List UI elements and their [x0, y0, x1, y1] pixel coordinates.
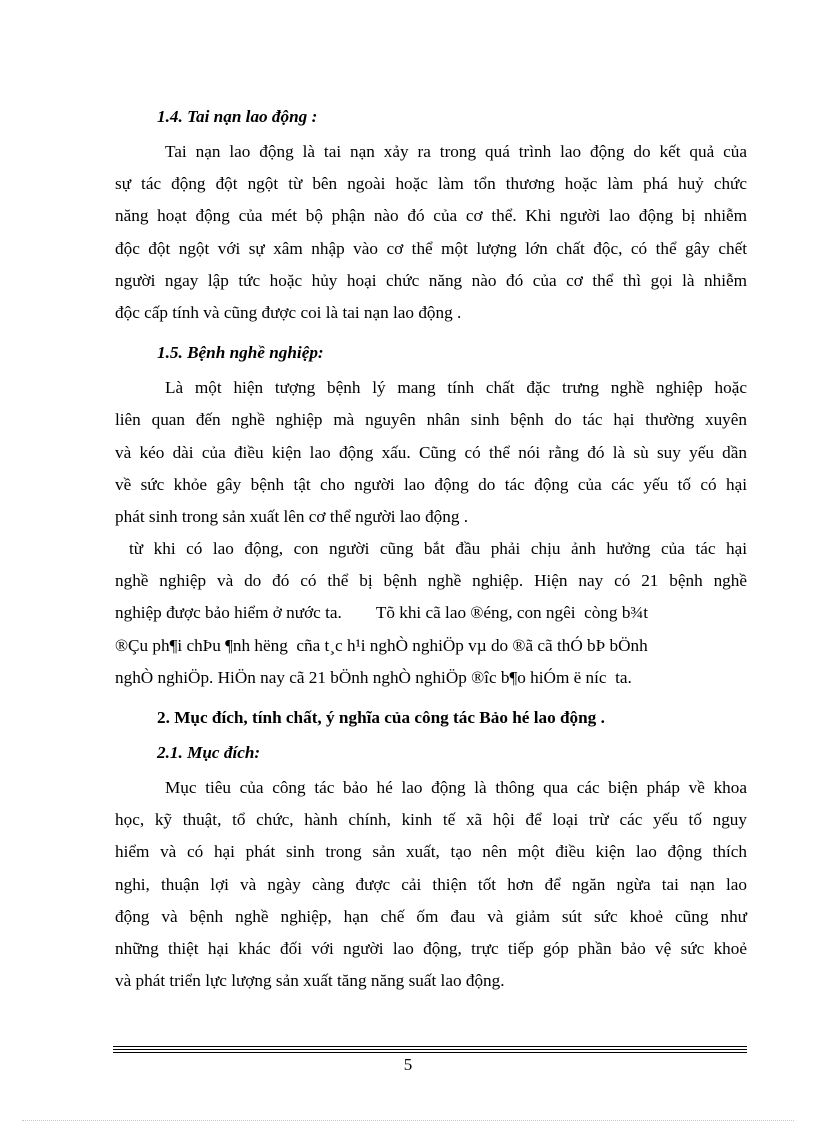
paragraph-line: động và bệnh nghề nghiệp, hạn chế ốm đau và giảm sút sức khoẻ cũng như [115, 906, 747, 926]
page-bottom-border [22, 1120, 794, 1121]
paragraph-line: và phát triển lực lượng sản xuất tăng năng suất lao động. [115, 971, 505, 991]
paragraph-line: nghiệp được bảo hiểm ở nước ta. Tõ khi cã lao ®éng, con ngêi còng b¾t [115, 603, 649, 623]
paragraph-line: liên quan đến nghề nghiệp mà nguyên nhân sinh bệnh do tác hại thường xuyên [115, 410, 747, 430]
paragraph-line: học, kỹ thuật, tổ chức, hành chính, kinh tế xã hội để loại trừ các yếu tố nguy [115, 810, 747, 830]
paragraph-line: ®Çu ph¶i chÞu ¶nh hëng cña t¸c h¹i nghÒ nghiÖp vµ do ®ã cã thÓ bÞ bÖnh [115, 635, 648, 655]
section-heading-2-1: 2.1. Mục đích: [157, 743, 261, 762]
paragraph-line: về sức khỏe gây bệnh tật cho người lao động do tác động của các yếu tố có hại [115, 474, 747, 494]
paragraph-line: nghÒ nghiÖp. HiÖn nay cã 21 bÖnh nghÒ nghiÖp ®îc b¶o hiÓm ë níc ta. [115, 667, 632, 687]
paragraph-line: độc cấp tính và cũng được coi là tai nạn lao động . [115, 302, 462, 322]
footer-divider [113, 1049, 747, 1050]
section-heading-1-4: 1.4. Tai nạn lao động : [157, 107, 318, 126]
page-number: 5 [403, 1055, 413, 1074]
paragraph-line: năng hoạt động của mét bộ phận nào đó của cơ thể. Khi người lao động bị nhiễm [115, 206, 747, 226]
paragraph-line: phát sinh trong sản xuất lên cơ thể người lao động . [115, 506, 469, 526]
paragraph-line: hiểm và có hại phát sinh trong sản xuất, tạo nên một điều kiện lao động thích [115, 842, 747, 862]
paragraph-line: Tai nạn lao động là tai nạn xảy ra trong quá trình lao động do kết quả của [165, 142, 747, 161]
paragraph-line: và kéo dài của điều kiện lao động xấu. Cũng có thể nói rằng đó là sù suy yếu dần [115, 442, 747, 462]
section-heading-1-5: 1.5. Bệnh nghề nghiệp: [157, 343, 324, 363]
paragraph-line: những thiệt hại khác đối với người lao động, trực tiếp góp phần bảo vệ sức khoẻ [115, 938, 747, 958]
paragraph-line: Là một hiện tượng bệnh lý mang tính chất đặc trưng nghề nghiệp hoặc [165, 378, 747, 398]
paragraph-benh-nghe-nghiep [115, 372, 747, 533]
section-heading-2: 2. Mục đích, tính chất, ý nghĩa của công tác Bảo hé lao động . [157, 708, 605, 727]
paragraph-benh-nghe-nghiep-2 [115, 533, 747, 694]
paragraph-tai-nan [115, 136, 747, 329]
paragraph-line: người ngay lập tức hoặc hủy hoại chức năng nào đó của cơ thể thì gọi là nhiễm [115, 270, 747, 290]
paragraph-line: nghề nghiệp và do đó có thể bị bệnh nghề nghiệp. Hiện nay có 21 bệnh nghề [115, 571, 747, 591]
paragraph-line: sự tác động đột ngột từ bên ngoài hoặc làm tổn thương hoặc làm phá huỷ chức [115, 174, 747, 194]
page-content [115, 101, 747, 997]
paragraph-line: độc đột ngột với sự xâm nhập vào cơ thể một lượng lớn chất độc, có thể gây chết [115, 238, 747, 258]
footer-divider [113, 1052, 747, 1053]
footer-divider [113, 1046, 747, 1047]
paragraph-muc-dich [115, 772, 747, 997]
paragraph-line: nghi, thuận lợi và ngày càng được cải thiện tốt hơn để ngăn ngừa tai nạn lao [115, 874, 747, 894]
paragraph-line: từ khi có lao động, con người cũng bắt đầu phải chịu ảnh hưởng của tác hại [129, 539, 747, 559]
paragraph-line: Mục tiêu của công tác bảo hé lao động là thông qua các biện pháp về khoa [165, 778, 747, 797]
